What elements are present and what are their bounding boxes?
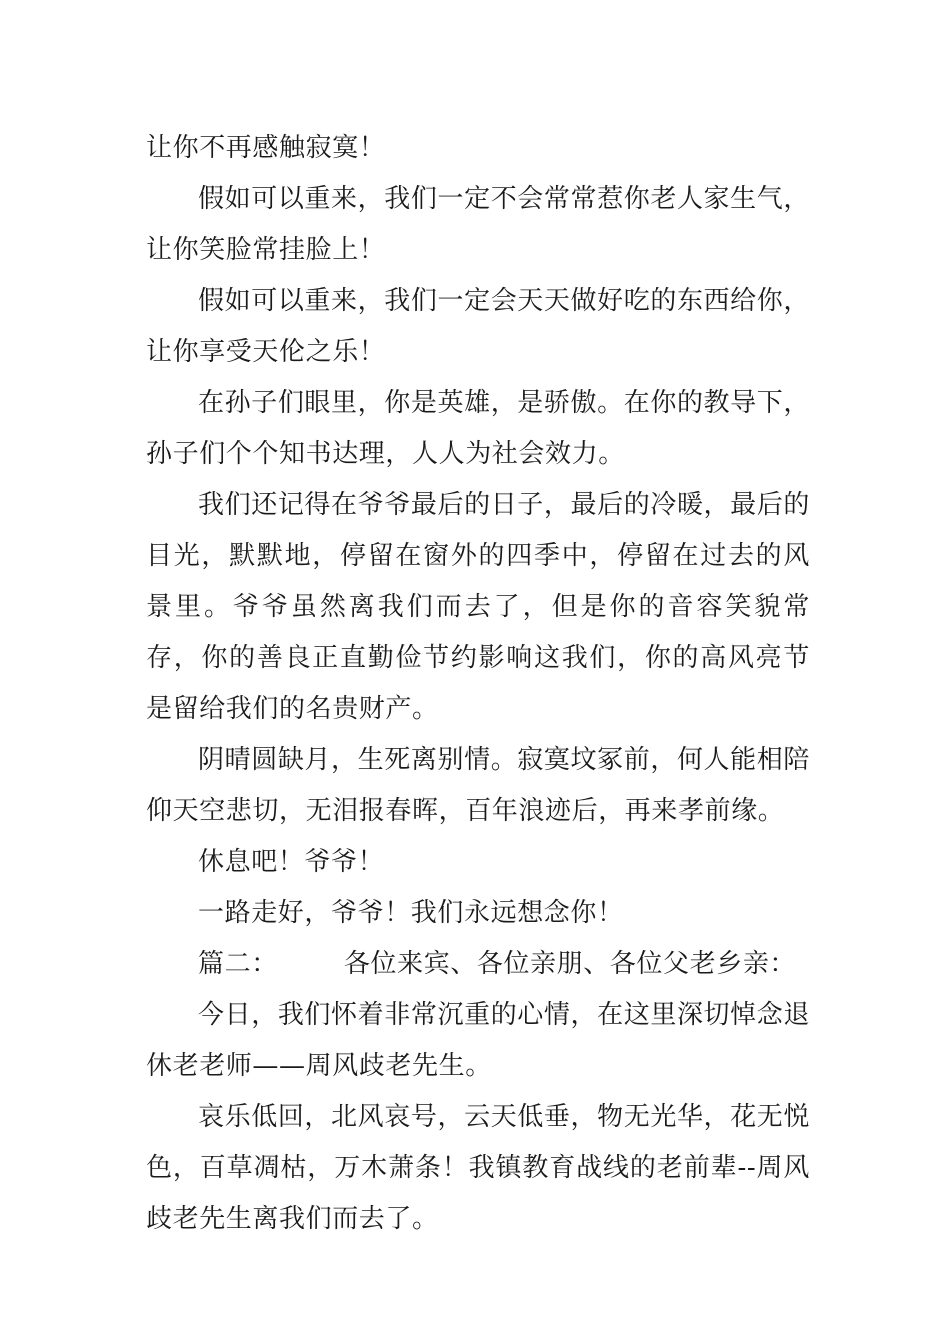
paragraph: 一路走好，爷爷！我们永远想念你！ <box>198 898 624 928</box>
paragraph: 休息吧！爷爷！ <box>198 847 385 877</box>
paragraph: 假如可以重来，我们一定不会常常惹你老人家生气，让你笑脸常挂脸上！ <box>146 184 810 265</box>
section-salutation: 各位来宾、各位亲朋、各位父老乡亲： <box>343 949 797 979</box>
paragraph: 我们还记得在爷爷最后的日子，最后的冷暖，最后的目光，默默地，停留在窗外的四季中，停留在过去的风景里。爷爷虽然离我们而去了，但是你的音容笑貌常存，你的善良正直勤俭节约影响这我们，你的高风亮节是留给我们的名贵财产。 <box>146 490 810 724</box>
paragraph: 让你不再感触寂寞！ <box>146 133 386 163</box>
section-label: 篇二： <box>198 949 278 979</box>
paragraph: 今日，我们怀着非常沉重的心情，在这里深切悼念退休老老师——周风歧老先生。 <box>146 1000 810 1081</box>
paragraph: 假如可以重来，我们一定会天天做好吃的东西给你，让你享受天伦之乐！ <box>146 286 810 367</box>
paragraph: 阴晴圆缺月，生死离别情。寂寞坟冢前，何人能相陪仰天空悲切，无泪报春晖，百年浪迹后，再来孝前缘。 <box>146 745 810 826</box>
document-body <box>146 123 810 1245</box>
paragraph: 哀乐低回，北风哀号，云天低垂，物无光华，花无悦色，百草凋枯，万木萧条！我镇教育战线的老前辈--周风歧老先生离我们而去了。 <box>146 1102 810 1234</box>
paragraph: 在孙子们眼里，你是英雄，是骄傲。在你的教导下，孙子们个个知书达理，人人为社会效力。 <box>146 388 810 469</box>
section-heading <box>146 939 810 990</box>
